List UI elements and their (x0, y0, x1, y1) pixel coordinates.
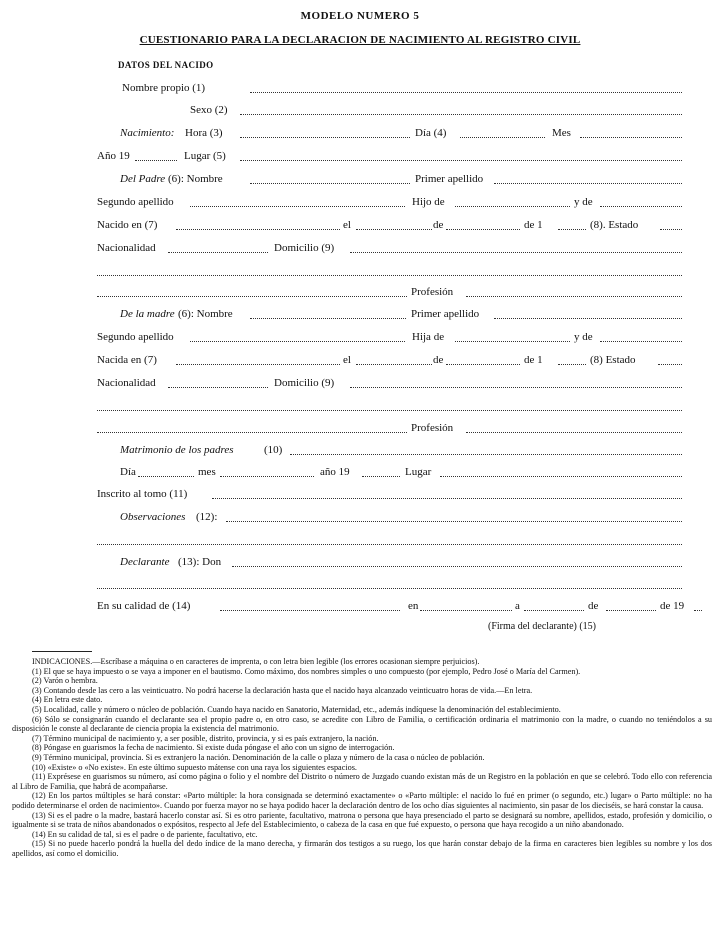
note-11: (11) Exprésese en guarismos su número, así como página o folio y el nombre del Distrito o número de Juzgado cuando existan más de un Registro en la población en que se celebró. Todo ello con referencia al Libro de Familia, que habrá de acompañarse. (12, 772, 712, 791)
note-1: (1) El que se haya impuesto o se vaya a imponer en el bautismo. Como máximo, dos nombres simples o uno compuesto (por ejemplo, Pedro José o María del Carmen). (32, 666, 581, 676)
padre-estado-label: (8). Estado (590, 219, 639, 231)
row-matrimonio-fecha (0, 465, 720, 479)
declarante-label: Declarante (120, 556, 170, 568)
matrimonio-dia-field[interactable] (138, 476, 194, 477)
matrimonio-label: Matrimonio de los padres (120, 444, 234, 456)
firma-declarante-label: (Firma del declarante) (15) (488, 621, 597, 632)
padre-el-field[interactable] (356, 229, 432, 230)
inscrito-field[interactable] (212, 498, 682, 499)
mes-label: Mes (552, 127, 571, 139)
inscrito-label: Inscrito al tomo (11) (97, 488, 188, 500)
observaciones-num-label: (12): (196, 511, 218, 523)
madre-y-de-label: y de (574, 331, 593, 343)
madre-estado-field[interactable] (658, 364, 682, 365)
padre-de-field[interactable] (446, 229, 520, 230)
hora-field[interactable] (240, 137, 410, 138)
note-6: (6) Sólo se consignarán cuando el declarante sea el propio padre o, en otro caso, se acredite con Libro de Familia, o certificación ordinaria el matrimonio con la madre, o cuando no teniéndolos a su disposición le conste al declarante de ciencia propia la existencia del matrimonio. (12, 714, 712, 734)
row-observaciones-blank (0, 533, 720, 547)
padre-hijo-de-field[interactable] (455, 206, 570, 207)
nombre-label: Nombre propio (1) (122, 82, 206, 94)
row-anio-lugar (0, 149, 720, 163)
note-14: (14) En su calidad de tal, si es el padre o de pariente, facultativo, etc. (32, 829, 258, 839)
row-inscrito (0, 487, 720, 501)
observaciones-continued-field[interactable] (97, 544, 682, 545)
padre-nacionalidad-field[interactable] (168, 252, 268, 253)
padre-estado-field[interactable] (660, 229, 682, 230)
row-madre-nacida (0, 353, 720, 367)
nombre-field[interactable] (250, 92, 682, 93)
madre-segundo-apellido-field[interactable] (190, 341, 405, 342)
row-madre-nombre (0, 307, 720, 321)
row-madre-segundo (0, 330, 720, 344)
matrimonio-lugar-label: Lugar (405, 466, 432, 478)
row-padre-profesion (0, 285, 720, 299)
matrimonio-num-label: (10) (264, 444, 283, 456)
note-7: (7) Término municipal de nacimiento y, a ser posible, distrito, provincia, y si es país extranjero, la nación. (32, 733, 379, 743)
dia-field[interactable] (460, 137, 545, 138)
padre-profesion-label: Profesión (411, 286, 454, 298)
madre-hija-de-label: Hija de (412, 331, 445, 343)
note-indicaciones: INDICACIONES.—Escríbase a máquina o en caracteres de imprenta, o con letra bien legible (los errores ocasionan siempre perjuicios). (32, 657, 480, 666)
padre-de-label: de (433, 219, 444, 231)
note-9: (9) Término municipal, provincia. Si es extranjero la nación. Denominación de la calle o plaza y número de la casa o núcleo de población. (32, 752, 485, 762)
padre-segundo-apellido-field[interactable] (190, 206, 405, 207)
padre-domicilio-continued2-field[interactable] (97, 296, 407, 297)
madre-nacionalidad-label: Nacionalidad (97, 377, 156, 389)
row-padre-nombre (0, 172, 720, 186)
footnotes (12, 657, 712, 858)
matrimonio-field[interactable] (290, 454, 682, 455)
observaciones-label: Observaciones (120, 511, 186, 523)
madre-profesion-label: Profesión (411, 422, 454, 434)
lugar-label: Lugar (5) (184, 150, 226, 162)
madre-hija-de-field[interactable] (455, 341, 570, 342)
madre-profesion-field[interactable] (466, 432, 682, 433)
note-15: (15) Si no puede hacerlo pondrá la huella del dedo índice de la mano derecha, y firmarán dos testigos a su ruego, los que harán constar debajo de la firma en caracteres bien legibles su nombre y los dos apellidos, así como el domicilio. (12, 839, 712, 858)
note-5: (5) Localidad, calle y número o núcleo de población. Cuando haya nacido en Sanatorio, Maternidad, etc., además indíquese la denominación del establecimiento. (32, 704, 561, 714)
model-number-title: MODELO NUMERO 5 (300, 10, 420, 22)
padre-nombre-label: (6): Nombre (168, 173, 223, 185)
matrimonio-mes-label: mes (198, 466, 216, 478)
madre-nacida-label: Nacida en (7) (97, 354, 157, 366)
madre-domicilio-continued2-field[interactable] (97, 432, 407, 433)
declarante-continued-field[interactable] (97, 588, 682, 589)
row-padre-nacido (0, 218, 720, 232)
row-madre-nacionalidad (0, 376, 720, 390)
madre-domicilio-continued-field[interactable] (97, 410, 682, 411)
calidad-de19-label: de 19 (660, 600, 685, 612)
calidad-de-label: de (588, 600, 599, 612)
madre-segundo-apellido-label: Segundo apellido (97, 331, 174, 343)
madre-nacionalidad-field[interactable] (168, 387, 268, 388)
calidad-label: En su calidad de (14) (97, 600, 191, 612)
row-padre-blank (0, 264, 720, 278)
form-title-text: CUESTIONARIO PARA LA DECLARACION DE NACIMIENTO AL REGISTRO CIVIL (139, 34, 581, 46)
footnote-divider (32, 651, 92, 652)
madre-estado-label: (8) Estado (590, 354, 636, 366)
padre-nacionalidad-label: Nacionalidad (97, 242, 156, 254)
padre-nombre-field[interactable] (250, 183, 410, 184)
note-4: (4) En letra este dato. (32, 695, 103, 705)
row-madre-blank (0, 399, 720, 413)
note-12: (12) En los partos múltiples se hará constar: «Parto múltiple: la hora consignada se determinó exactamente» o «Parto múltiple: el nacido lo fué en primer (o segundo, etc.) lugar» o Parto múltiple: no ha podido determinarse el orden de nacimiento». Cuando por fuerza mayor no se haya podido hacer la declaración dentro de los ocho días siguientes al nacimiento, sin pasar de los dieciséis, se hará constar la causa. (12, 791, 712, 810)
calidad-a-label: a (515, 600, 520, 612)
madre-y-de-field[interactable] (600, 341, 682, 342)
note-13: (13) Si es el padre o la madre, bastará hacerlo constar así. Si es otro pariente, facultativo, matrona o persona que haya presenciado el parto se designará su nombre, apellidos, estado, profesión y domicilio, o igualmente si se trata de niños abandonados o expósitos, respecto al Jefe del Establecimiento, o cabeza de la casa en que fué expuesto, o persona que haya recogido a un niño abandonado. (12, 810, 712, 830)
declarante-num-label: (13): Don (178, 556, 222, 568)
padre-primer-apellido-field[interactable] (494, 183, 682, 184)
madre-domicilio-field[interactable] (350, 387, 682, 388)
madre-el-field[interactable] (356, 364, 432, 365)
section-datos-nacido: DATOS DEL NACIDO (118, 60, 214, 70)
declarante-field[interactable] (232, 566, 682, 567)
padre-profesion-field[interactable] (466, 296, 682, 297)
padre-segundo-apellido-label: Segundo apellido (97, 196, 174, 208)
hora-label: Hora (3) (185, 127, 223, 139)
madre-anio-field[interactable] (558, 364, 586, 365)
anio-label: Año 19 (97, 150, 130, 162)
padre-hijo-de-label: Hijo de (412, 196, 445, 208)
calidad-de-field[interactable] (606, 610, 656, 611)
anio-field[interactable] (135, 160, 177, 161)
padre-domicilio-continued-field[interactable] (97, 275, 682, 276)
calidad-en-label: en (408, 600, 419, 612)
madre-de-field[interactable] (446, 364, 520, 365)
calidad-anio-field[interactable] (694, 610, 702, 611)
row-calidad (0, 599, 720, 613)
note-10: (10) «Existe» o «No existe». En este último supuesto mátense con una raya los siguientes espacios. (32, 762, 357, 772)
calidad-field[interactable] (220, 610, 400, 611)
calidad-en-field[interactable] (420, 610, 512, 611)
note-3: (3) Contando desde las cero a las veinticuatro. No podrá hacerse la declaración hasta que el nacido haya alcanzado veinticuatro horas de vida.—En letra. (32, 685, 533, 695)
lugar-field[interactable] (240, 160, 682, 161)
form-title (0, 34, 720, 46)
row-declarante (0, 555, 720, 569)
padre-domicilio-field[interactable] (350, 252, 682, 253)
sexo-label: Sexo (2) (190, 104, 228, 116)
calidad-a-field[interactable] (524, 610, 584, 611)
observaciones-field[interactable] (226, 521, 682, 522)
sexo-field[interactable] (240, 114, 682, 115)
row-padre-nacionalidad (0, 241, 720, 255)
matrimonio-dia-label: Día (120, 466, 136, 478)
matrimonio-anio-label: año 19 (320, 466, 350, 478)
padre-nacido-field[interactable] (176, 229, 340, 230)
padre-domicilio-label: Domicilio (9) (274, 242, 335, 254)
madre-nombre-label: (6): Nombre (178, 308, 233, 320)
row-nacimiento (0, 126, 720, 140)
madre-primer-apellido-label: Primer apellido (411, 308, 480, 320)
nacimiento-label: Nacimiento: (120, 127, 175, 139)
madre-primer-apellido-field[interactable] (494, 318, 682, 319)
padre-el-label: el (343, 219, 351, 231)
row-declarante-blank (0, 577, 720, 591)
matrimonio-anio-field[interactable] (362, 476, 400, 477)
matrimonio-lugar-field[interactable] (440, 476, 682, 477)
mes-field[interactable] (580, 137, 682, 138)
madre-el-label: el (343, 354, 351, 366)
note-2: (2) Varón o hembra. (32, 676, 98, 686)
matrimonio-mes-field[interactable] (220, 476, 314, 477)
row-observaciones (0, 510, 720, 524)
row-padre-segundo (0, 195, 720, 209)
madre-nacida-field[interactable] (176, 364, 340, 365)
madre-de-label: de (433, 354, 444, 366)
row-sexo (0, 103, 720, 117)
dia-label: Día (4) (415, 127, 447, 139)
padre-anio-field[interactable] (558, 229, 586, 230)
padre-y-de-field[interactable] (600, 206, 682, 207)
madre-nombre-field[interactable] (250, 318, 406, 319)
del-padre-label: Del Padre (120, 173, 166, 185)
madre-domicilio-label: Domicilio (9) (274, 377, 335, 389)
row-matrimonio (0, 443, 720, 457)
row-nombre (0, 81, 720, 95)
row-madre-profesion (0, 421, 720, 435)
padre-primer-apellido-label: Primer apellido (415, 173, 484, 185)
madre-de1-label: de 1 (524, 354, 543, 366)
de-la-madre-label: De la madre (120, 308, 175, 320)
padre-nacido-label: Nacido en (7) (97, 219, 158, 231)
note-8: (8) Póngase en guarismos la fecha de nacimiento. Si existe duda póngase el año con un signo de interrogación. (32, 743, 395, 753)
padre-y-de-label: y de (574, 196, 593, 208)
padre-de1-label: de 1 (524, 219, 543, 231)
